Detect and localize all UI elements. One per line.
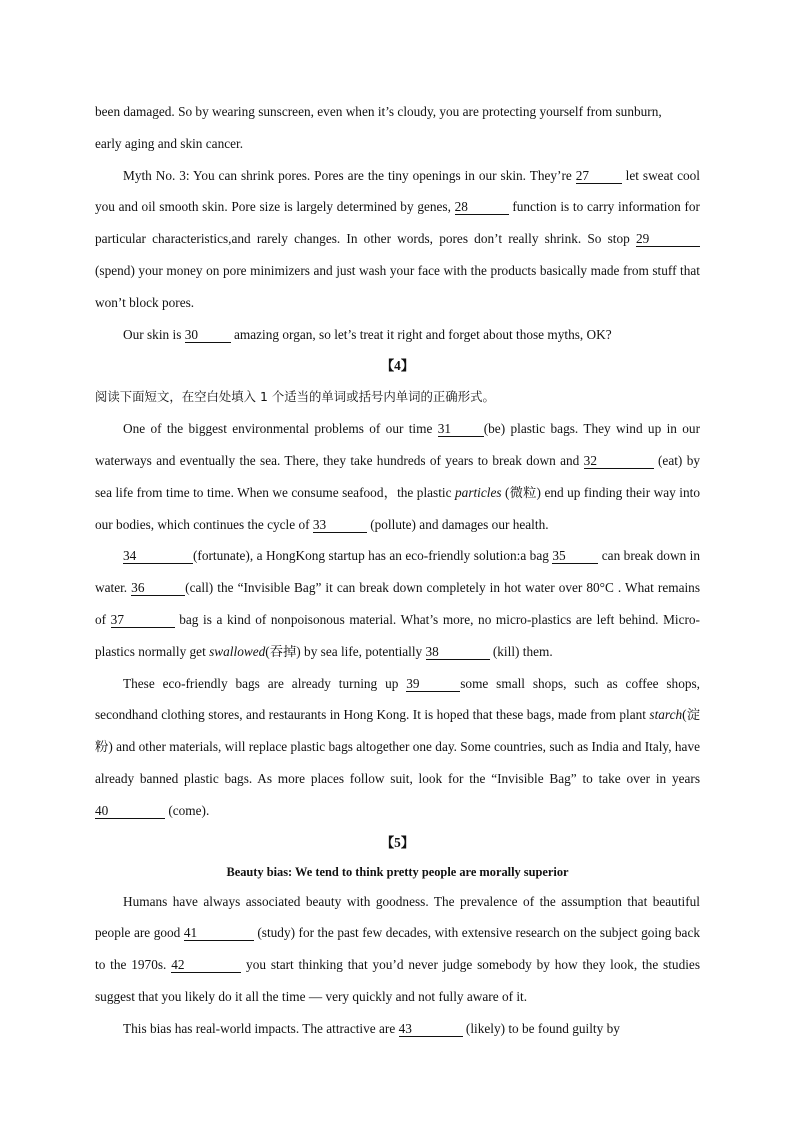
blank-31[interactable]: 31	[438, 422, 484, 437]
blank-41[interactable]: 41	[184, 926, 254, 941]
blank-33[interactable]: 33	[313, 518, 367, 533]
section-5-title: Beauty bias: We tend to think pretty people are morally superior	[226, 864, 569, 879]
paragraph-myth2-end: been damaged. So by wearing sunscreen, even when it’s cloudy, you are protecting yourself from sunburn, early aging and skin cancer.	[95, 104, 662, 151]
blank-29[interactable]: 29	[636, 232, 700, 247]
word-starch: starch	[649, 707, 683, 723]
paragraph-myth3: Myth No. 3: You can shrink pores. Pores are the tiny openings in our skin. They’re 27 let sweat cool you and oil smooth skin. Pore size is largely determined by genes, 28 function is to carry information for particular characteristics,and rarely changes. In other words, pores don’t really shrink. So stop 29 (spend) your money on pore minimizers and just wash your face with the products basically made from stuff that won’t block pores.	[95, 167, 701, 310]
paragraph-invisible-bag: 34 (fortunate), a HongKong startup has an eco-friendly solution:a bag 35 can break down in water. 36 (call) the “Invisible Bag” it can break down completely in hot water over 80°C . What remains of 37 bag is a kind of nonpoisonous material. What’s more, no micro-plastics are left behind. Micro-plastics normally get swallowed(吞掉) by sea life, potentially 38 (kill) them.	[95, 548, 701, 659]
paragraph-plastic-bags: One of the biggest environmental problems of our time 31 (be) plastic bags. They wind up in our waterways and eventually the sea. There, they take hundreds of years to break down and 32 (eat) by sea life from time to time. When we consume seafood，the plastic particles (微粒) end up finding their way into our bodies, which continues the cycle of 33 (pollute) and damages our health.	[95, 421, 700, 532]
blank-35[interactable]: 35	[552, 549, 598, 564]
document-page	[95, 96, 700, 1045]
blank-38[interactable]: 38	[426, 645, 490, 660]
blank-27[interactable]: 27	[576, 169, 622, 184]
paragraph-skin-organ: Our skin is 30 amazing organ, so let’s treat it right and forget about those myths, OK?	[123, 326, 612, 342]
blank-39[interactable]: 39	[406, 677, 460, 692]
paragraph-real-world-impacts: This bias has real-world impacts. The attractive are 43 (likely) to be found guilty by	[123, 1020, 620, 1036]
blank-32[interactable]: 32	[584, 454, 654, 469]
blank-30[interactable]: 30	[185, 328, 231, 343]
paragraph-eco-bags: These eco-friendly bags are already turning up 39 some small shops, such as coffee shops, secondhand clothing stores, and restaurants in Hong Kong. It is hoped that these bags, made from plant starch(淀粉) and other materials, will replace plastic bags altogether one day. Some countries, such as India and Italy, have already banned plastic bags. As more places follow suit, look for the “Invisible Bag” to take over in years 40 (come).	[95, 675, 700, 818]
blank-40[interactable]: 40	[95, 804, 165, 819]
blank-43[interactable]: 43	[399, 1022, 463, 1037]
blank-28[interactable]: 28	[455, 200, 509, 215]
blank-36[interactable]: 36	[131, 581, 185, 596]
section-5-heading: 【5】	[380, 834, 415, 850]
word-particles: particles	[455, 484, 502, 500]
paragraph-beauty-goodness: Humans have always associated beauty with goodness. The prevalence of the assumption that beautiful people are good 41 (study) for the past few decades, with extensive research on the subject going back to the 1970s. 42 you start thinking that you’d never judge somebody by how they look, the studies suggest that you likely do it all the time — very quickly and not fully aware of it.	[95, 893, 700, 1004]
blank-37[interactable]: 37	[111, 613, 175, 628]
section-4-instruction: 阅读下面短文，在空白处填入 1 个适当的单词或括号内单词的正确形式。	[95, 389, 495, 405]
word-swallowed: swallowed	[209, 643, 266, 659]
section-4-heading: 【4】	[380, 358, 415, 374]
blank-34[interactable]: 34	[123, 549, 193, 564]
blank-42[interactable]: 42	[171, 958, 241, 973]
